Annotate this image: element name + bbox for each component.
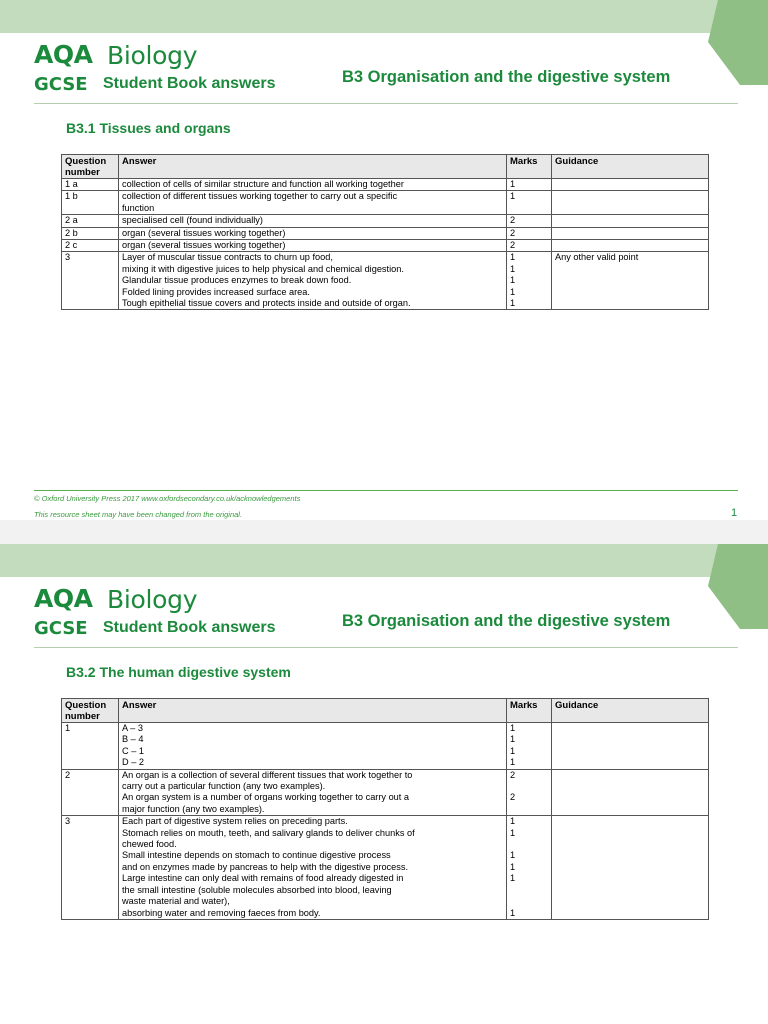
- marks: 1: [507, 179, 552, 191]
- question-number: 2 c: [62, 240, 119, 252]
- logo-book-title: Student Book answers: [103, 75, 276, 92]
- answer-text: An organ is a collection of several different tissues that work together to carry out a particular function (any two examples). An organ system is a number of organs working together to carry out a major function (any two examples).: [119, 769, 507, 816]
- answer-text: organ (several tissues working together): [119, 227, 507, 239]
- question-number: 3: [62, 252, 119, 310]
- question-number: 2 b: [62, 227, 119, 239]
- logo-aqa: AQA: [34, 40, 93, 69]
- guidance: [552, 179, 709, 191]
- guidance: [552, 769, 709, 816]
- table-row: [62, 179, 709, 191]
- marks: 1 1 1 1 1 1: [507, 816, 552, 920]
- logo-gcse: GCSE: [34, 618, 88, 639]
- chapter-title: B3 Organisation and the digestive system: [342, 612, 671, 630]
- answer-text: Layer of muscular tissue contracts to churn up food, mixing it with digestive juices to help physical and chemical digestion. Glandular tissue produces enzymes to break down food. Folded lining provides increased surface area. Tough epithelial tissue covers and protects inside and outside of organ.: [119, 252, 507, 310]
- guidance: [552, 240, 709, 252]
- question-number: 3: [62, 816, 119, 920]
- footer-divider: [34, 490, 738, 491]
- guidance: [552, 816, 709, 920]
- logo-subject: Biology: [107, 585, 198, 614]
- guidance: [552, 227, 709, 239]
- answer-text: specialised cell (found individually): [119, 215, 507, 227]
- col-header-answer: Answer: [119, 699, 507, 723]
- table-row: [62, 723, 709, 770]
- answer-text: organ (several tissues working together): [119, 240, 507, 252]
- table-row: [62, 769, 709, 816]
- table-row: [62, 191, 709, 215]
- marks: 2: [507, 215, 552, 227]
- table-row: [62, 227, 709, 239]
- table-row: [62, 215, 709, 227]
- col-header-marks: Marks: [507, 699, 552, 723]
- marks: 1: [507, 191, 552, 215]
- marks: 1 1 1 1 1: [507, 252, 552, 310]
- question-number: 2: [62, 769, 119, 816]
- marks: 1 1 1 1: [507, 723, 552, 770]
- page-gap: [0, 520, 768, 544]
- section-title: B3.1 Tissues and organs: [66, 120, 231, 136]
- section-title: B3.2 The human digestive system: [66, 664, 291, 680]
- logo-aqa: AQA: [34, 584, 93, 613]
- answer-text: A – 3 B – 4 C – 1 D – 2: [119, 723, 507, 770]
- header-divider: [34, 103, 738, 104]
- chapter-title: B3 Organisation and the digestive system: [342, 68, 671, 86]
- col-header-question: Question number: [62, 155, 119, 179]
- answer-text: collection of different tissues working together to carry out a specific function: [119, 191, 507, 215]
- guidance: Any other valid point: [552, 252, 709, 310]
- header-hexagon-decoration: [702, 0, 768, 85]
- marks: 2: [507, 227, 552, 239]
- logo-book-title: Student Book answers: [103, 619, 276, 636]
- table-row: [62, 240, 709, 252]
- col-header-answer: Answer: [119, 155, 507, 179]
- question-number: 1 a: [62, 179, 119, 191]
- header-hexagon-decoration: [702, 544, 768, 629]
- marks: 2 2: [507, 769, 552, 816]
- question-number: 1: [62, 723, 119, 770]
- header-band: [0, 544, 768, 577]
- table-header-row: [62, 155, 709, 179]
- guidance: [552, 215, 709, 227]
- col-header-marks: Marks: [507, 155, 552, 179]
- answer-text: Each part of digestive system relies on preceding parts. Stomach relies on mouth, teeth, and salivary glands to deliver chunks of chewed food. Small intestine depends on stomach to continue digestive process and on enzymes made by pancreas to help with the digestive process. Large intestine can only deal with remains of food already digested in the small intestine (soluble molecules absorbed into blood, leaving waste material and water), absorbing water and removing faeces from body.: [119, 816, 507, 920]
- answer-text: collection of cells of similar structure and function all working together: [119, 179, 507, 191]
- page-2: [0, 544, 768, 1024]
- table-row: [62, 816, 709, 920]
- logo-gcse: GCSE: [34, 74, 88, 95]
- col-header-guidance: Guidance: [552, 699, 709, 723]
- col-header-question: Question number: [62, 699, 119, 723]
- answers-table: [61, 698, 709, 920]
- logo-subject: Biology: [107, 41, 198, 70]
- question-number: 2 a: [62, 215, 119, 227]
- table-row: [62, 252, 709, 310]
- guidance: [552, 191, 709, 215]
- answers-table: [61, 154, 709, 310]
- guidance: [552, 723, 709, 770]
- aqa-biology-logo: [34, 584, 294, 644]
- question-number: 1 b: [62, 191, 119, 215]
- table-header-row: [62, 699, 709, 723]
- marks: 2: [507, 240, 552, 252]
- aqa-biology-logo: [34, 40, 294, 100]
- col-header-guidance: Guidance: [552, 155, 709, 179]
- page-number: 1: [731, 507, 738, 519]
- header-divider: [34, 647, 738, 648]
- footer-copyright: © Oxford University Press 2017 www.oxfordsecondary.co.uk/acknowledgements: [34, 494, 301, 503]
- header-band: [0, 0, 768, 33]
- footer-note: This resource sheet may have been changed from the original.: [34, 510, 243, 519]
